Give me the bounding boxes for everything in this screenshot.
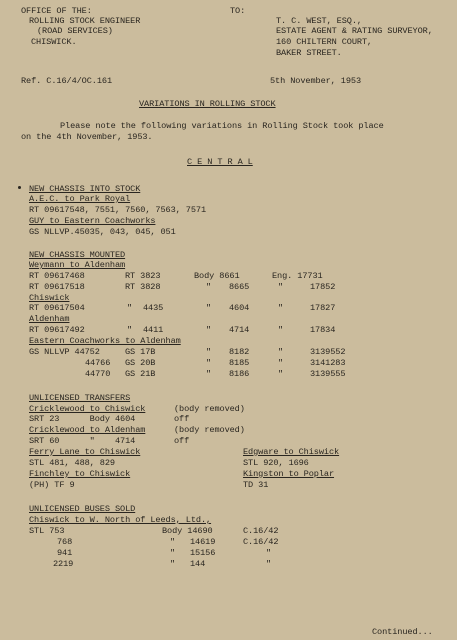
transfers-heading: UNLICENSED TRANSFERS (29, 393, 131, 403)
chiswick-row-ditto-2: " (206, 303, 212, 313)
eastern-row-2-ditto-2: " (278, 358, 284, 368)
eastern-row-1-body: 8182 (229, 347, 250, 357)
weymann-row-2-chassis: RT 09617518 (29, 282, 85, 292)
eastern-row-2-engine: 3141283 (310, 358, 346, 368)
transfer-2-line: SRT 60 " 4714 (29, 436, 136, 446)
sold-row-3-fleet: 941 (57, 548, 73, 558)
sold-row-3-body: 15156 (190, 548, 216, 558)
sold-row-2-body: 14619 (190, 537, 216, 547)
sold-row-4-ref: " (266, 559, 272, 569)
sold-row-4-fleet: 2219 (53, 559, 74, 569)
aldenham-row-fleet: 4411 (143, 325, 164, 335)
transfer-1-off: off (174, 414, 190, 424)
sold-row-2-ref: C.16/42 (243, 537, 279, 547)
eastern-row-3-chassis: 44770 (85, 369, 111, 379)
to-line-2: ESTATE AGENT & RATING SURVEYOR, (276, 26, 433, 36)
eastern-row-3-ditto-2: " (278, 369, 284, 379)
weymann-row-2-engine: 17852 (310, 282, 336, 292)
date: 5th November, 1953 (270, 76, 362, 86)
from-line-3: (ROAD SERVICES) (37, 26, 113, 36)
sold-row-1-ref: C.16/42 (243, 526, 279, 536)
new-chassis-heading: NEW CHASSIS INTO STOCK (29, 184, 141, 194)
from-line-4: CHISWICK. (31, 37, 77, 47)
eastern-row-2-chassis: 44766 (85, 358, 111, 368)
weymann-row-2-body: 8665 (229, 282, 250, 292)
to-line-1: T. C. WEST, ESQ., (276, 16, 362, 26)
new-chassis-group-1-line: RT 09617548, 7551, 7560, 7563, 7571 (29, 205, 206, 215)
sold-heading: UNLICENSED BUSES SOLD (29, 504, 136, 514)
weymann-row-1-engine: Eng. 17731 (272, 271, 323, 281)
chiswick-title: Chiswick (29, 293, 70, 303)
eastern-row-1-ditto-2: " (278, 347, 284, 357)
aldenham-row-body: 4714 (229, 325, 250, 335)
sold-row-1-body: Body 14690 (162, 526, 213, 536)
chiswick-row-fleet: 4435 (143, 303, 164, 313)
weymann-row-1-body: Body 8661 (194, 271, 240, 281)
transfer-1-note: (body removed) (174, 404, 245, 414)
to-line-3: 160 CHILTERN COURT, (276, 37, 373, 47)
transfer-1-title: Cricklewood to Chiswick (29, 404, 146, 414)
new-chassis-group-2-title: GUY to Eastern Coachworks (29, 216, 156, 226)
eastern-row-3-ditto: " (206, 369, 212, 379)
aldenham-row-ditto-2: " (206, 325, 212, 335)
chiswick-row-engine: 17827 (310, 303, 336, 313)
eastern-row-3-body: 8186 (229, 369, 250, 379)
sold-title: Chiswick to W. North of Leeds, Ltd., (29, 515, 212, 525)
transfer-6-title: Kingston to Poplar (243, 469, 335, 479)
sold-row-1-fleet: STL 753 (29, 526, 65, 536)
continued-note: Continued... (372, 627, 433, 637)
new-chassis-group-2-line: GS NLLVP.45035, 043, 045, 051 (29, 227, 176, 237)
weymann-title: Weymann to Aldenham (29, 260, 126, 270)
eastern-row-1-engine: 3139552 (310, 347, 346, 357)
eastern-row-3-engine: 3139555 (310, 369, 346, 379)
eastern-row-1-fleet: GS 17B (125, 347, 156, 357)
sold-row-4-body: 144 (190, 559, 206, 569)
division-heading: C E N T R A L (187, 157, 253, 167)
aldenham-row-engine: 17834 (310, 325, 336, 335)
eastern-row-1-chassis: GS NLLVP 44752 (29, 347, 100, 357)
transfer-5-title: Finchley to Chiswick (29, 469, 131, 479)
transfer-4-line: STL 920, 1696 (243, 458, 309, 468)
new-chassis-group-1-title: A.E.C. to Park Royal (29, 194, 131, 204)
sold-row-4-ditto: " (170, 559, 176, 569)
transfer-3-title: Ferry Lane to Chiswick (29, 447, 141, 457)
eastern-title: Eastern Coachworks to Aldenham (29, 336, 181, 346)
from-line-1: OFFICE OF THE: (21, 6, 92, 16)
sold-row-2-ditto: " (170, 537, 176, 547)
intro-line-2: on the 4th November, 1953. (21, 132, 153, 142)
transfer-2-title: Cricklewood to Aldenham (29, 425, 146, 435)
aldenham-title: Aldenham (29, 314, 70, 324)
sold-row-3-ditto: " (170, 548, 176, 558)
aldenham-row-ditto-1: " (127, 325, 133, 335)
weymann-row-2-fleet: RT 3828 (125, 282, 161, 292)
aldenham-row-ditto-3: " (278, 325, 284, 335)
document-title: VARIATIONS IN ROLLING STOCK (139, 99, 276, 109)
intro-line-1: Please note the following variations in Rolling Stock took place (60, 121, 384, 131)
mounted-heading: NEW CHASSIS MOUNTED (29, 250, 126, 260)
chiswick-row-ditto-3: " (278, 303, 284, 313)
from-line-2: ROLLING STOCK ENGINEER (29, 16, 141, 26)
transfer-2-off: off (174, 436, 190, 446)
chiswick-row-chassis: RT 09617504 (29, 303, 85, 313)
eastern-row-2-ditto: " (206, 358, 212, 368)
sold-row-3-ref: " (266, 548, 272, 558)
weymann-row-1-chassis: RT 09617468 (29, 271, 85, 281)
weymann-row-2-ditto: " (206, 282, 212, 292)
aldenham-row-chassis: RT 09617492 (29, 325, 85, 335)
transfer-2-note: (body removed) (174, 425, 245, 435)
weymann-row-2-ditto-2: " (278, 282, 284, 292)
eastern-row-2-body: 8185 (229, 358, 250, 368)
chiswick-row-body: 4604 (229, 303, 250, 313)
transfer-6-line: TD 31 (243, 480, 269, 490)
transfer-3-line: STL 481, 488, 829 (29, 458, 115, 468)
eastern-row-3-fleet: GS 21B (125, 369, 156, 379)
eastern-row-2-fleet: GS 20B (125, 358, 156, 368)
chiswick-row-ditto-1: " (127, 303, 133, 313)
transfer-5-line: (PH) TF 9 (29, 480, 75, 490)
transfer-1-line: SRT 23 Body 4604 (29, 414, 136, 424)
sold-row-2-fleet: 768 (57, 537, 73, 547)
transfer-4-title: Edgware to Chiswick (243, 447, 340, 457)
to-label: TO: (230, 6, 246, 16)
reference: Ref. C.16/4/OC.161 (21, 76, 113, 86)
to-line-4: BAKER STREET. (276, 48, 342, 58)
bullet-mark (18, 186, 21, 189)
weymann-row-1-fleet: RT 3823 (125, 271, 161, 281)
eastern-row-1-ditto: " (206, 347, 212, 357)
